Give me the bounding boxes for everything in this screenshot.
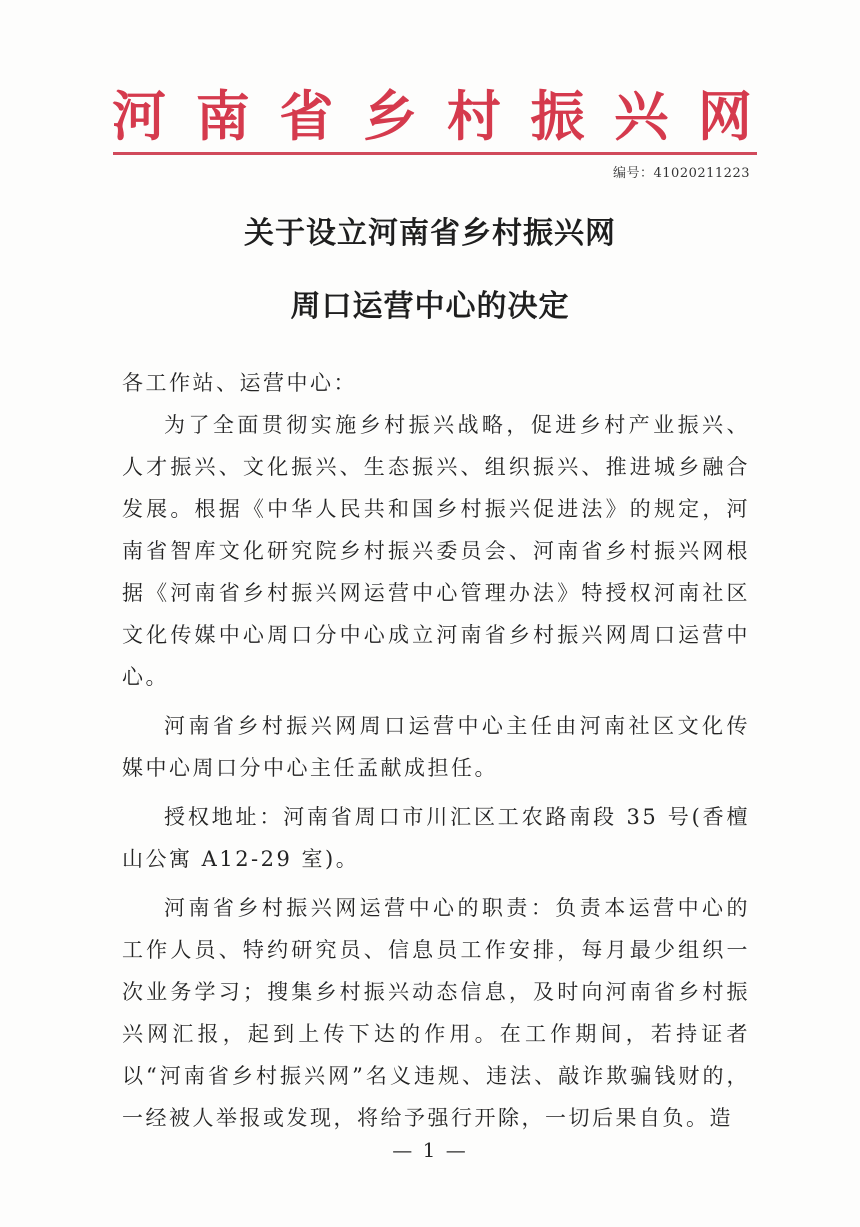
letterhead-char: 兴 [614, 84, 669, 148]
letterhead-divider [113, 152, 757, 155]
body-paragraph: 河南省乡村振兴网周口运营中心主任由河南社区文化传媒中心周口分中心主任孟献成担任。 [122, 714, 750, 780]
body-paragraph: 河南省乡村振兴网运营中心的职责：负责本运营中心的工作人员、特约研究员、信息员工作安排，每月最少组织一次业务学习；搜集乡村振兴动态信息，及时向河南省乡村振兴网汇报，起到上传下达的作用。在工作期间，若持证者以“河南省乡村振兴网”名义违规、违法、敲诈欺骗钱财的，一经被人举报或发现，将给予强行开除，一切后果自负。造 [122, 896, 750, 1130]
body-paragraph: 为了全面贯彻实施乡村振兴战略，促进乡村产业振兴、人才振兴、文化振兴、生态振兴、组织振兴、推进城乡融合发展。根据《中华人民共和国乡村振兴促进法》的规定，河南省智库文化研究院乡村振兴委员会、河南省乡村振兴网根据《河南省乡村振兴网运营中心管理办法》特授权河南社区文化传媒中心周口分中心成立河南省乡村振兴网周口运营中心。 [122, 413, 750, 689]
letterhead-char: 省 [279, 84, 334, 148]
letterhead-char: 村 [446, 84, 501, 148]
salutation: 各工作站、运营中心： [122, 371, 357, 395]
page-number: — 1 — [392, 1138, 468, 1162]
document-serial-number: 编号：41020211223 [613, 166, 750, 181]
letterhead-title [112, 86, 752, 146]
letterhead-char: 河 [112, 84, 166, 148]
body-paragraph: 授权地址：河南省周口市川汇区工农路南段 35 号(香檀山公寓 A12-29 室)。 [122, 805, 750, 871]
letterhead-char: 振 [530, 84, 585, 148]
letterhead-char: 乡 [363, 84, 418, 148]
document-title-line-2: 周口运营中心的决定 [290, 289, 570, 324]
letterhead-char: 南 [195, 84, 250, 148]
document-title-line-1: 关于设立河南省乡村振兴网 [244, 216, 616, 251]
letterhead-char: 网 [697, 84, 752, 148]
document-body [122, 362, 750, 1146]
